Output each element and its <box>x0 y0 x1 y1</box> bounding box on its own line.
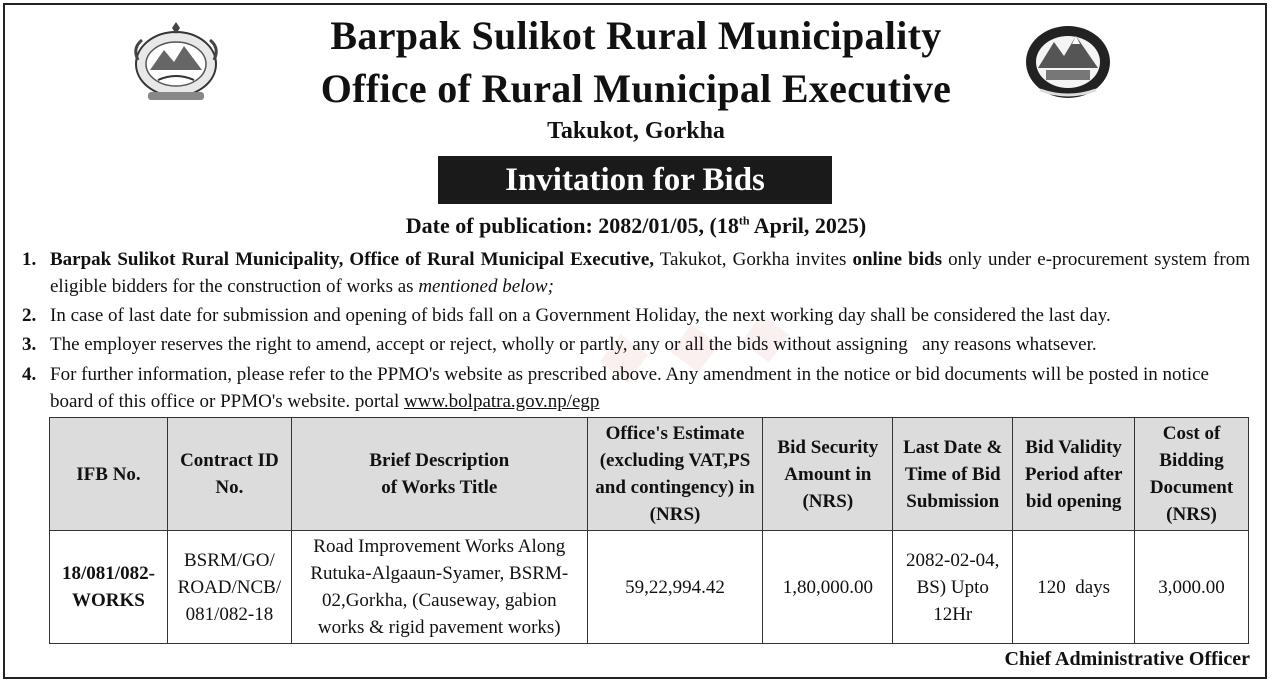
clause-text-part: only under e-procurement system from eligible bidders for the construction of works as <box>50 249 1250 297</box>
publication-date-suffix: April, 2025) <box>749 213 867 238</box>
location-title: Takukot, Gorkha <box>547 118 725 144</box>
clause-text-part: For further information, please refer to the PPMO's website as prescribed above. Any amendment in the notice or bid documents will be posted in notice board of this office or PPMO's website. portal <box>50 364 1209 412</box>
bids-table <box>49 417 1249 644</box>
table-row <box>50 531 1249 644</box>
cell-document-cost: 3,000.00 <box>1135 531 1249 644</box>
publication-date <box>0 213 1272 239</box>
clause-number: 4. <box>22 364 37 385</box>
cell-bid-validity: 120 days <box>1013 531 1135 644</box>
clause-text: In case of last date for submission and opening of bids fall on a Government Holiday, the next working day shall be considered the last day. <box>50 305 1111 326</box>
banner-label: Invitation for Bids <box>505 161 765 198</box>
clause-bold-text: Barpak Sulikot Rural Municipality, Office of Rural Municipal Executive, <box>50 249 655 270</box>
publication-date-prefix: Date of publication: 2082/01/05, (18 <box>405 213 739 238</box>
watermark: ◆ ◆ ◆ <box>593 293 795 394</box>
cell-ifb-no: 18/081/082-WORKS <box>50 531 168 644</box>
clause-number: 3. <box>22 334 37 355</box>
clause-number: 2. <box>22 305 37 326</box>
municipality-title: Barpak Sulikot Rural Municipality <box>330 13 942 58</box>
invitation-banner <box>438 156 832 204</box>
header-last-date: Last Date & Time of Bid Submission <box>893 418 1013 531</box>
clause-text <box>50 361 1250 415</box>
signatory: Chief Administrative Officer <box>1004 648 1250 670</box>
cell-estimate: 59,22,994.42 <box>587 531 763 644</box>
clause-number: 1. <box>22 249 37 270</box>
office-title: Office of Rural Municipal Executive <box>320 66 952 111</box>
header-ifb-no: IFB No. <box>50 418 168 531</box>
cell-last-date: 2082-02-04, BS) Upto 12Hr <box>893 531 1013 644</box>
table-header-row <box>50 418 1249 531</box>
clause-italic-text: mentioned below; <box>418 276 554 297</box>
header-description: Brief Description of Works Title <box>291 418 587 531</box>
clause-text: The employer reserves the right to amend, accept or reject, wholly or partly, any or all the bids without assigning any reasons whatsever. <box>50 334 1097 355</box>
cell-bid-security: 1,80,000.00 <box>763 531 893 644</box>
header-bid-security: Bid Security Amount in (NRS) <box>763 418 893 531</box>
header-bid-validity: Bid Validity Period after bid opening <box>1013 418 1135 531</box>
clause-4 <box>22 361 1250 415</box>
ppmo-portal-link[interactable]: www.bolpatra.gov.np/egp <box>404 391 600 412</box>
header-contract-id: Contract ID No. <box>167 418 291 531</box>
clause-2 <box>22 302 1250 329</box>
clause-text-part: Takukot, Gorkha invites <box>654 249 853 270</box>
cell-description: Road Improvement Works Along Rutuka-Algaaun-Syamer, BSRM-02,Gorkha, (Causeway, gabion works & rigid pavement works) <box>291 531 587 644</box>
clause-text <box>50 246 1250 300</box>
header-estimate: Office's Estimate (excluding VAT,PS and contingency) in (NRS) <box>587 418 763 531</box>
clause-bold-text: online bids <box>852 249 942 270</box>
clause-1 <box>22 246 1250 300</box>
clause-3 <box>22 331 1250 358</box>
cell-contract-id: BSRM/GO/ ROAD/NCB/ 081/082-18 <box>167 531 291 644</box>
header-document-cost: Cost of Bidding Document (NRS) <box>1135 418 1249 531</box>
publication-date-superscript: th <box>738 213 750 228</box>
